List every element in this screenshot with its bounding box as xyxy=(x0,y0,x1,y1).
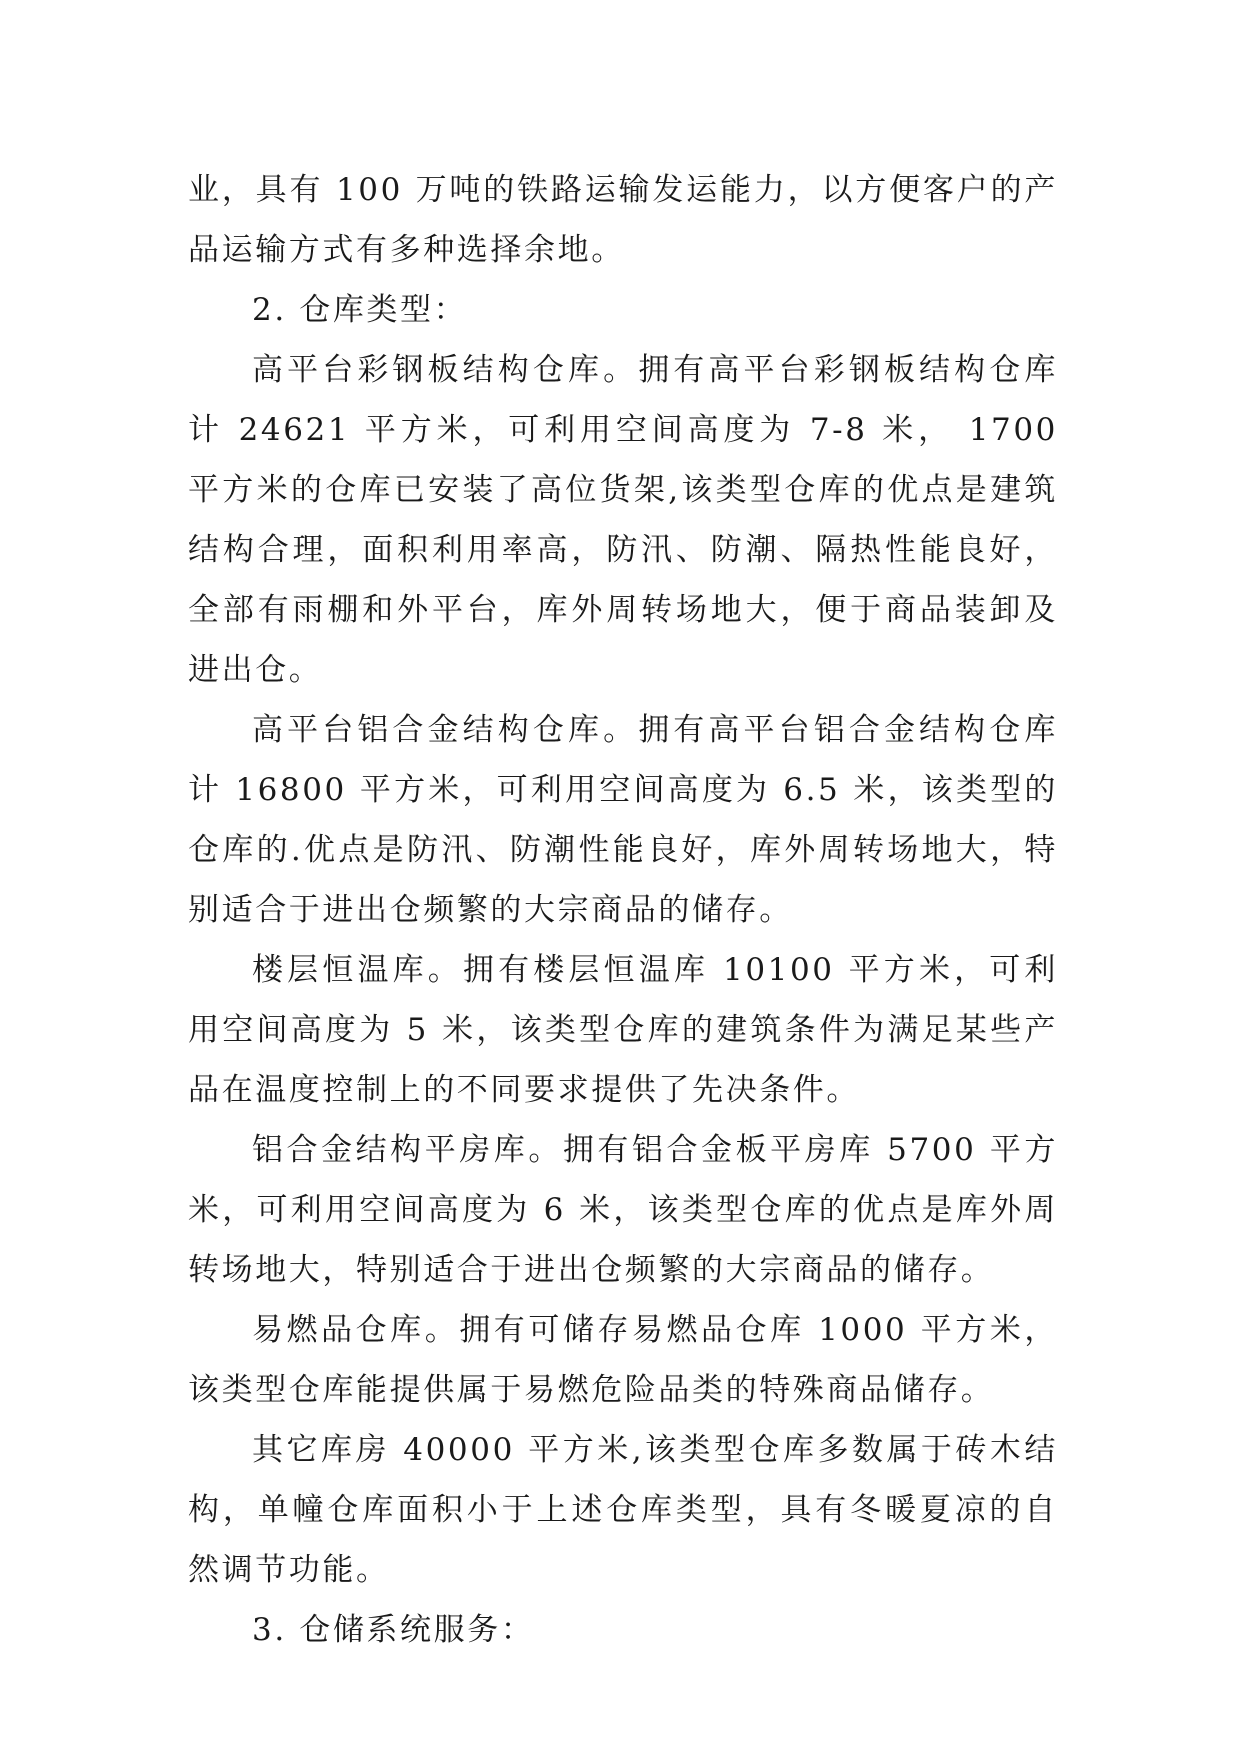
paragraph-constant-temperature-warehouse: 楼层恒温库。拥有楼层恒温库 10100 平方米，可利用空间高度为 5 米，该类型仓库的建筑条件为满足某些产品在温度控制上的不同要求提供了先决条件。 xyxy=(188,952,1058,1108)
heading-storage-services: 3. 仓储系统服务： xyxy=(252,1612,535,1648)
paragraph-flammables-warehouse: 易燃品仓库。拥有可储存易燃品仓库 1000 平方米，该类型仓库能提供属于易燃危险品类的特殊商品储存。 xyxy=(188,1312,1058,1408)
paragraph-single-storey-warehouse: 铝合金结构平房库。拥有铝合金板平房库 5700 平方米，可利用空间高度为 6 米，该类型仓库的优点是库外周转场地大，特别适合于进出仓频繁的大宗商品的储存。 xyxy=(188,1132,1058,1288)
paragraph-color-steel-warehouse: 高平台彩钢板结构仓库。拥有高平台彩钢板结构仓库计 24621 平方米，可利用空间高度为 7-8 米， 1700 平方米的仓库已安装了高位货架,该类型仓库的优点是建筑结构合理，面积利用率高，防汛、防潮、隔热性能良好，全部有雨棚和外平台，库外周转场地大，便于商品装卸及进出仓。 xyxy=(188,352,1058,688)
paragraph-transport-capacity: 业，具有 100 万吨的铁路运输发运能力，以方便客户的产品运输方式有多种选择余地。 xyxy=(188,172,1058,268)
paragraph-aluminum-alloy-warehouse: 高平台铝合金结构仓库。拥有高平台铝合金结构仓库计 16800 平方米，可利用空间高度为 6.5 米，该类型的仓库的.优点是防汛、防潮性能良好，库外周转场地大，特别适合于进出仓频繁的大宗商品的储存。 xyxy=(188,712,1058,928)
paragraph-other-warehouses: 其它库房 40000 平方米,该类型仓库多数属于砖木结构，单幢仓库面积小于上述仓库类型，具有冬暖夏凉的自然调节功能。 xyxy=(188,1432,1058,1588)
heading-warehouse-types: 2. 仓库类型： xyxy=(252,292,468,328)
document-body xyxy=(188,160,1058,1660)
